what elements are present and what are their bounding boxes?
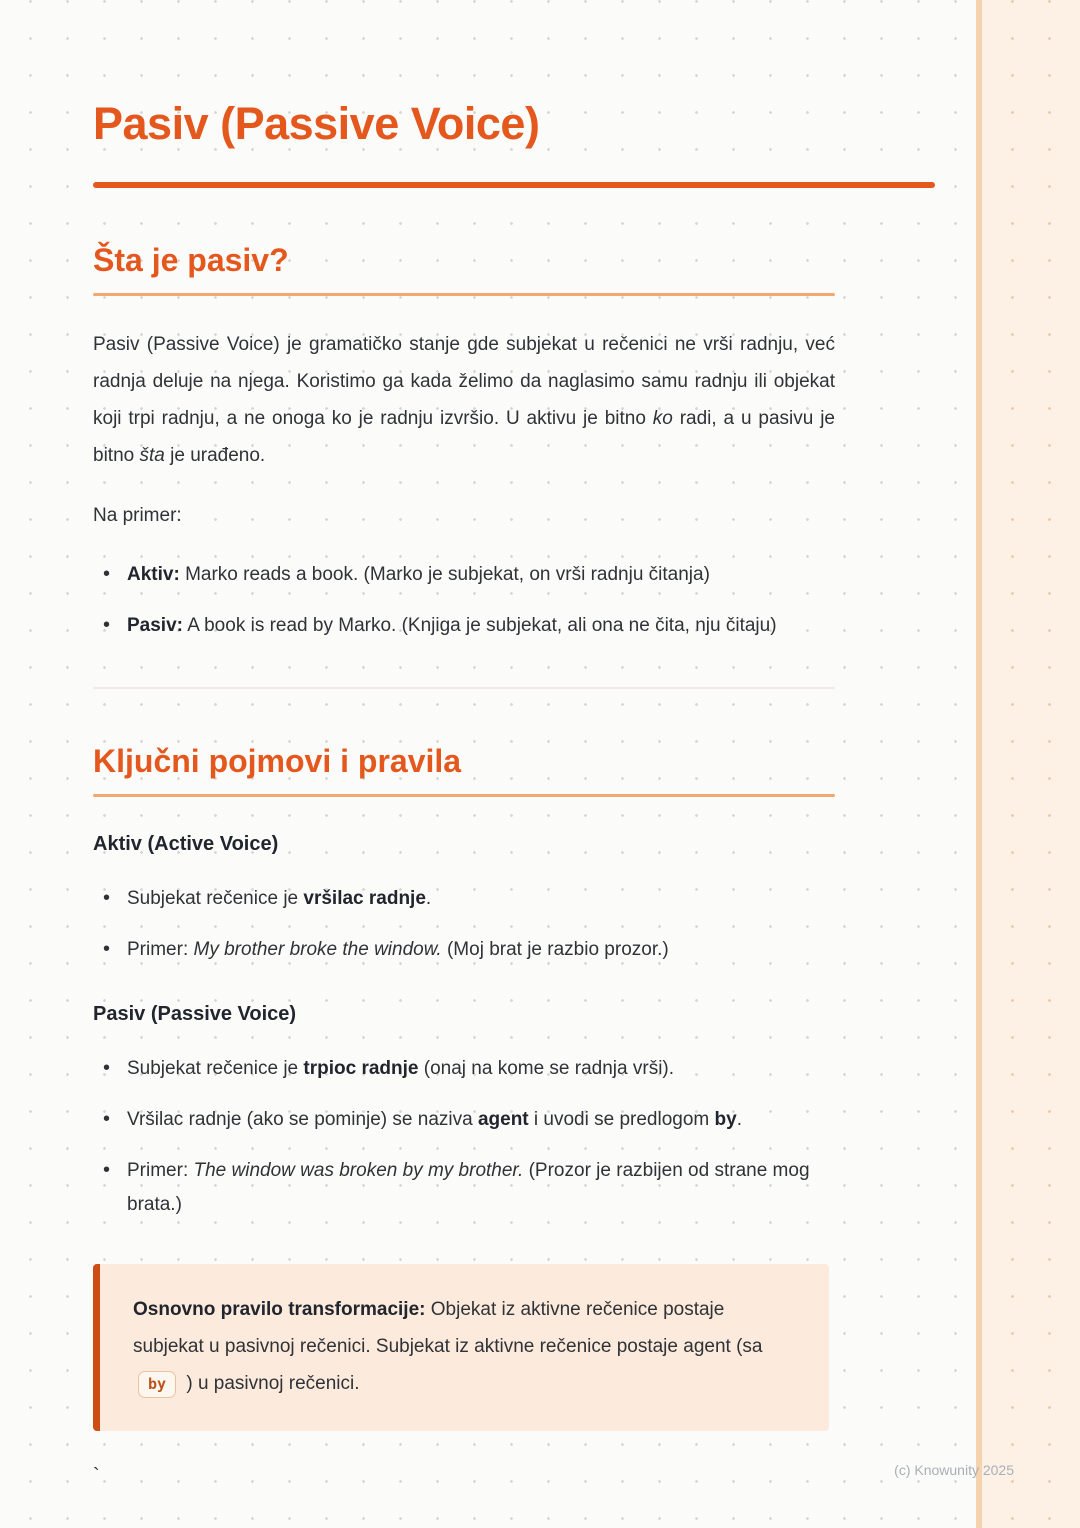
document-content <box>93 0 835 1488</box>
list-item-text: Subjekat rečenice je <box>127 1058 304 1079</box>
example-label: Na primer: <box>93 505 182 526</box>
list-item-text: Subjekat rečenice je <box>127 888 304 909</box>
subheading-active-voice: Aktiv (Active Voice) <box>93 833 279 855</box>
title-divider <box>93 182 935 188</box>
list-item-lead: Pasiv: <box>127 615 183 636</box>
list-item <box>93 1052 835 1086</box>
subheading-passive-voice: Pasiv (Passive Voice) <box>93 1003 297 1025</box>
stray-backtick: ` <box>93 1465 100 1487</box>
paragraph-text: Pasiv (Passive Voice) je gramatičko stanje gde subjekat u rečenici ne vrši radnju, već radnja deluje na njega. Koristimo ga kada želimo da naglasimo samu radnju ili objekat koji trpi radnju, a ne onoga ko je radnju izvršio. U aktivu je bitno <box>93 334 835 429</box>
callout-text <box>133 1291 799 1402</box>
list-item-text: . <box>736 1109 742 1130</box>
list-item <box>93 1103 835 1137</box>
list-item-text: (Moj brat je razbio prozor.) <box>441 939 669 960</box>
paragraph-text: radi, a u pasivu je bitno <box>93 408 835 466</box>
list-item-text: Vršilac radnje (ako se pominje) se naziva <box>127 1109 478 1130</box>
section-heading-key-terms: Ključni pojmovi i pravila <box>93 743 462 779</box>
list-item-bold: by <box>714 1109 737 1130</box>
list-item-text: Primer: <box>127 939 194 960</box>
italic-word-ko: ko <box>652 408 673 429</box>
list-item-text: Marko reads a book. (Marko je subjekat, on vrši radnju čitanja) <box>179 564 710 585</box>
section-divider <box>93 687 835 689</box>
section-heading-what-is: Šta je pasiv? <box>93 242 289 278</box>
paragraph-text: je urađeno. <box>164 445 266 466</box>
list-item-lead: Aktiv: <box>127 564 180 585</box>
list-item <box>93 882 835 916</box>
callout-rule-box <box>93 1264 829 1431</box>
passive-voice-list <box>93 1052 835 1222</box>
section-key-terms <box>93 743 835 1488</box>
section-heading-rule <box>93 794 835 797</box>
list-item-italic: My brother broke the window. <box>193 939 442 960</box>
list-item-text: Primer: <box>127 1160 194 1181</box>
list-item-text: A book is read by Marko. (Knjiga je subjekat, ali ona ne čita, nju čitaju) <box>182 615 777 636</box>
section-what-is <box>93 242 835 643</box>
list-item-text: (onaj na kome se radnja vrši). <box>418 1058 675 1079</box>
list-item-aktiv <box>93 558 835 592</box>
list-item-pasiv <box>93 609 835 643</box>
list-item-bold: agent <box>477 1109 529 1130</box>
callout-body: Objekat iz aktivne rečenice postaje subjekat u pasivnoj rečenici. Subjekat iz aktivne rečenice postaje agent (sa <box>133 1299 763 1357</box>
list-item-text: . <box>425 888 432 909</box>
list-item <box>93 1154 835 1222</box>
page-title: Pasiv (Passive Voice) <box>93 98 540 149</box>
list-item-text: (Prozor je razbijen od strane mog brata.) <box>127 1160 810 1215</box>
list-item-bold: trpioc radnje <box>303 1058 419 1079</box>
intro-paragraph <box>93 326 835 474</box>
footer-credit: (c) Knowunity 2025 <box>894 1462 1014 1478</box>
callout-body: ) u pasivnoj rečenici. <box>181 1373 360 1394</box>
callout-lead: Osnovno pravilo transformacije: <box>133 1299 426 1320</box>
inline-code-by: by <box>138 1371 176 1398</box>
right-margin-band <box>976 0 1080 1528</box>
list-item-bold: vršilac radnje <box>303 888 426 909</box>
list-item-italic: The window was broken by my brother. <box>193 1160 524 1181</box>
list-item <box>93 933 835 967</box>
italic-word-sta: šta <box>139 445 165 466</box>
active-voice-list <box>93 882 835 967</box>
section-heading-rule <box>93 293 835 296</box>
list-item-text: i uvodi se predlogom <box>528 1109 715 1130</box>
example-list <box>93 558 835 643</box>
